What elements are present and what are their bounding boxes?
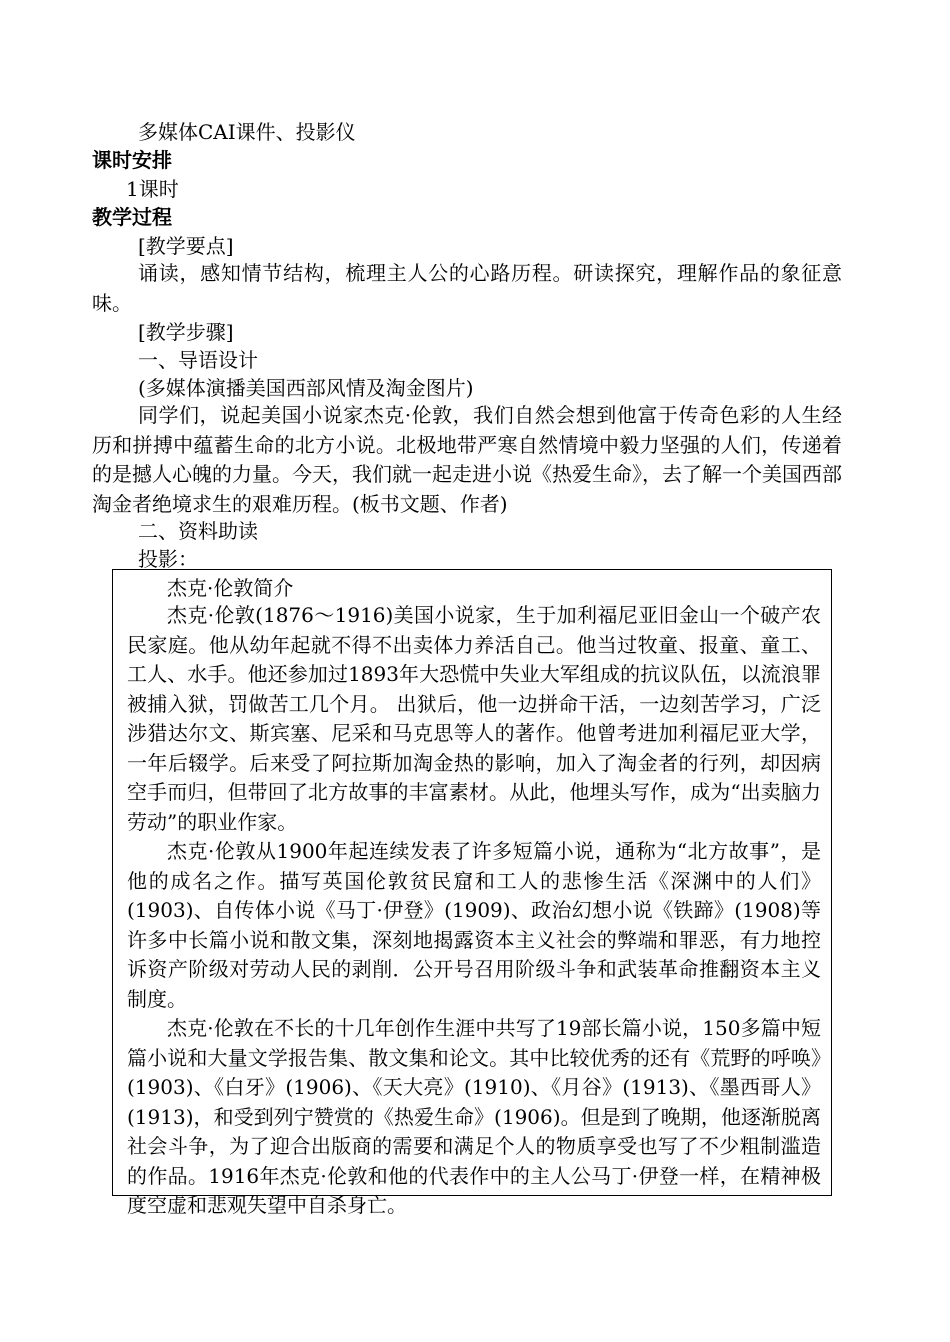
schedule-heading: 课时安排	[92, 148, 172, 172]
step1-title: 一、导语设计	[138, 348, 258, 372]
key-points-label: [教学要点]	[138, 234, 234, 258]
step1-note: (多媒体演播美国西部风情及淘金图片)	[138, 376, 474, 400]
box-paragraph-3: 杰克·伦敦在不长的十几年创作生涯中共写了19部长篇小说，150多篇中短篇小说和大量文学报告集、散文集和论文。其中比较优秀的还有《荒野的呼唤》(1903)、《白牙》(1906)、《天大亮》(1910)、《月谷》(1913)、《墨西哥人》(1913)，和受到列宁赞赏的《热爱生命》(1906)。但是到了晚期，他逐渐脱离社会斗争，为了迎合出版商的需要和满足个人的物质享受也写了不少粗制滥造的作品。1916年杰克·伦敦和他的代表作中的主人公马丁·伊登一样，在精神极度空虚和悲观失望中自杀身亡。	[127, 1016, 821, 1217]
step1-paragraph: 同学们，说起美国小说家杰克·伦敦，我们自然会想到他富于传奇色彩的人生经历和拼搏中蕴蓄生命的北方小说。北极地带严寒自然情境中毅力坚强的人们，传递着的是撼人心魄的力量。今天，我们就一起走进小说《热爱生命》，去了解一个美国西部淘金者绝境求生的艰难历程。(板书文题、作者)	[92, 403, 842, 516]
equipment-line: 多媒体CAI课件、投影仪	[138, 120, 356, 144]
process-heading: 教学过程	[92, 205, 172, 229]
step2-title: 二、资料助读	[138, 519, 258, 543]
box-title: 杰克·伦敦简介	[167, 576, 294, 600]
steps-label: [教学步骤]	[138, 320, 234, 344]
box-paragraph-2: 杰克·伦敦从1900年起连续发表了许多短篇小说，通称为“北方故事”，是他的成名之作。描写英国伦敦贫民窟和工人的悲惨生活《深渊中的人们》(1903)、自传体小说《马丁·伊登》(1909)、政治幻想小说《铁蹄》(1908)等许多中长篇小说和散文集，深刻地揭露资本主义社会的弊端和罪恶，有力地控诉资产阶级对劳动人民的剥削．公开号召用阶级斗争和武装革命推翻资本主义制度。	[127, 839, 821, 1011]
projection-label: 投影：	[138, 547, 198, 571]
schedule-value: 1课时	[126, 177, 179, 201]
biography-box	[112, 569, 832, 1217]
key-points-paragraph: 诵读，感知情节结构，梳理主人公的心路历程。研读探究，理解作品的象征意味。	[92, 261, 842, 315]
box-paragraph-1: 杰克·伦敦(1876～1916)美国小说家，生于加利福尼亚旧金山一个破产农民家庭。他从幼年起就不得不出卖体力养活自己。他当过牧童、报童、童工、工人、水手。他还参加过1893年大恐慌中失业大军组成的抗议队伍，以流浪罪被捕入狱，罚做苦工几个月。 出狱后，他一边拼命干活，一边刻苦学习，广泛涉猎达尔文、斯宾塞、尼采和马克思等人的著作。他曾考进加利福尼亚大学，一年后辍学。后来受了阿拉斯加淘金热的影响，加入了淘金者的行列，却因病空手而归，但带回了北方故事的丰富素材。从此，他埋头写作，成为“出卖脑力劳动”的职业作家。	[127, 603, 821, 834]
